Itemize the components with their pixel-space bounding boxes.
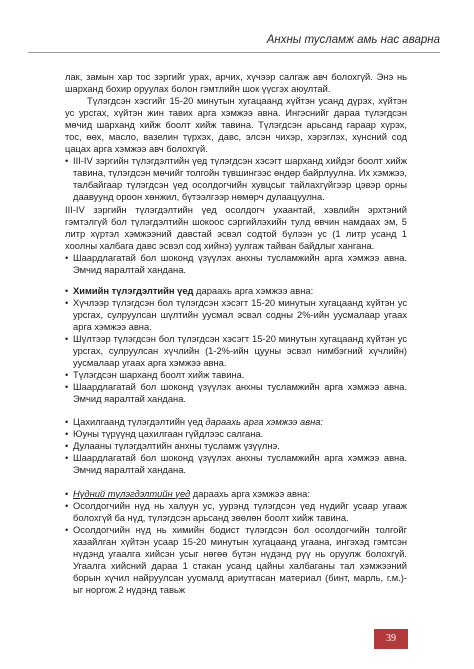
bullet-icon: • xyxy=(65,156,69,167)
paragraph-5-text: Шаардлагатай бол шоконд үзүүлэх анхны тусламжийн арга хэмжээ авна. Эмчид яаралтай хандана. xyxy=(73,252,407,275)
electric-item-3 xyxy=(65,452,407,476)
bullet-icon: • xyxy=(65,441,69,452)
paragraph-2: Түлэгдсэн хэсгийг 15-20 минутын хугацаанд хүйтэн усанд дүрэх, хүйтэн ус урсгах, хүйтэн жин тавих арга хэмжээ авна. Ингэснийг дараа түлэгдсэн мөчид шарханд хийж боолт хийж тавина. Түлэгдсэн арьсанд гараар хүрэх, тос, өөх, масло, вазелин түрхэх, давс, элсэн чихэр, хэрэглэх, хүнсний сод цацах арга хэмжээ авч болохгүй. xyxy=(65,96,407,155)
bullet-paragraph-5 xyxy=(65,252,407,276)
eye-lead-rest: дараахь арга хэмжээ авна: xyxy=(190,488,310,499)
bullet-icon: • xyxy=(65,524,69,535)
electric-item-1 xyxy=(65,428,407,440)
eye-item-text: Осолдогчийн нүд нь химийн бодист түлэгдсэн бол осолдогчийн толгойг хазайлган хүйтэн усаар 15-20 минутын хугацаанд угаана, ингэхэд гэмтсэн нүдэнд угаалга хийсэн усыг нөгөө бүтэн нүдэнд рүү нь оруулж болохгүй. Угаалга хийсний дараа 1 стакан усанд цайны халбаганы тал хэмжээний борын хүчил найруулсан уусмалд ариутгасан материал (бинт, марль, г.м.)-ыг норгож 2 нүдэнд тавьж xyxy=(73,524,407,595)
bullet-icon: • xyxy=(65,453,69,464)
eye-item-1 xyxy=(65,500,407,524)
electric-lead-italic: дараахь арга хэмжээ авна: xyxy=(205,417,323,428)
electric-lead xyxy=(65,416,407,428)
paragraph-3-text: III-IV зэргийн түлэгдэлтийн үед түлэгдсэн хэсэгт шарханд хийдэг боолт хийж тавина, түлэгдсэн мөчийг толгойн түвшингээс өндөр байрлуулна. Их хэмжээ, талбайгаар түлэгдсэн үед осолдогчийн хувцсыг тайлахгүйгээр цэвэр орны даавуунд ороон хөнжил, бүтээлгээр нөмөрч дулаацуулна. xyxy=(73,156,407,203)
chemical-item-text: Хүчлээр түлэгдсэн бол түлэгдсэн хэсэгт 15-20 минутын хугацаанд хүйтэн ус урсгах, сулруулсан шүлтийн уусмал эсвэл содны 2%-ийн уусмалаар угаах арга хэмжээ авна. xyxy=(73,297,407,332)
electric-item-text: Дулааны түлэгдэлтийн анхны тусламж үзүүлнэ. xyxy=(73,441,280,452)
bullet-icon: • xyxy=(65,488,69,499)
bullet-icon: • xyxy=(65,370,69,381)
bullet-icon: • xyxy=(65,297,69,308)
page-header xyxy=(28,0,440,66)
chemical-item-text: Шаардлагатай бол шоконд үзүүлэх анхны тусламжийн арга хэмжээ авна. Эмчид яаралтай хандана. xyxy=(73,382,407,405)
electric-item-text: Юуны түрүүнд цахилгаан гүйдлээс салгана. xyxy=(73,429,264,440)
chemical-lead-bold: Химийн түлэгдэлтийн үед xyxy=(73,285,194,296)
eye-lead-italic: Нүдний түлэгдэлтийн үед xyxy=(73,488,191,499)
eye-lead xyxy=(65,488,407,500)
eye-item-2 xyxy=(65,524,407,596)
header-rule xyxy=(28,52,440,53)
chemical-item-text: Шүлтээр түлэгдсэн бол түлэгдсэн хэсэгт 15-20 минутын хугацаанд хүйтэн ус урсгах, сулруулсан хүчлийн (1-2%-ийн цууны эсвэл нимбэгний хүчлийн) уусмалаар угаах арга хэмжээ авна. xyxy=(73,333,407,369)
bullet-icon: • xyxy=(65,417,69,428)
bullet-icon: • xyxy=(65,429,69,440)
electric-lead-normal: Цахилгаанд түлэгдэлтийн үед xyxy=(73,417,206,428)
bullet-icon: • xyxy=(65,285,69,296)
electric-item-text: Шаардлагатай бол шоконд үзүүлэх анхны тусламжийн арга хэмжээ авна. Эмчид яаралтай хандана. xyxy=(73,453,407,476)
header-title: Анхны тусламж амь нас аварна xyxy=(266,34,440,46)
chemical-item-1 xyxy=(65,297,407,333)
eye-item-text: Осолдогчийн нүд нь халуун ус, уурэнд түлэгдсэн үед нүдийг усаар угааж болохгүй ба нүд, түлэгдсэн арьсанд зөөлөн боолт хийж тавина. xyxy=(73,500,407,523)
paragraph-1: лак, замын хар тос зэргийг урах, арчих, хүчээр салгаж авч болохгүй. Энэ нь шарханд бохир оруулах болон гэмтлийн шок үүсгэх аюултай. xyxy=(65,72,407,95)
page-body xyxy=(65,71,407,596)
bullet-icon: • xyxy=(65,333,69,344)
bullet-icon: • xyxy=(65,382,69,393)
electric-item-2 xyxy=(65,440,407,452)
chemical-item-text: Түлэгдсэн шарханд боолт хийж тавина. xyxy=(73,370,245,381)
bullet-icon: • xyxy=(65,500,69,511)
chemical-lead xyxy=(65,285,407,297)
chemical-item-4 xyxy=(65,381,407,405)
chemical-item-2 xyxy=(65,333,407,369)
chemical-lead-rest: дараахь арга хэмжээ авна: xyxy=(193,285,314,296)
chemical-item-3 xyxy=(65,369,407,381)
paragraph-4: III-IV зэргийн түлэгдэлтийн үед осолдогч ухаантай, хэвлийн эрхтэний гэмтэлгүй бол түлэгдэлтийн шокоос сэргийлэхийн тулд өвчин намдаах эм, 5 литр хүртэл хэмжээний давстай эсвэл содтой бүлээн ус (1 литр усанд 1 хоолны халбага давс эсвэл сод хийнэ) уулгаж тайван байдлыг хангана. xyxy=(65,204,407,251)
bullet-paragraph-3 xyxy=(65,155,407,203)
bullet-icon: • xyxy=(65,252,69,263)
page-number: 39 xyxy=(374,629,408,649)
